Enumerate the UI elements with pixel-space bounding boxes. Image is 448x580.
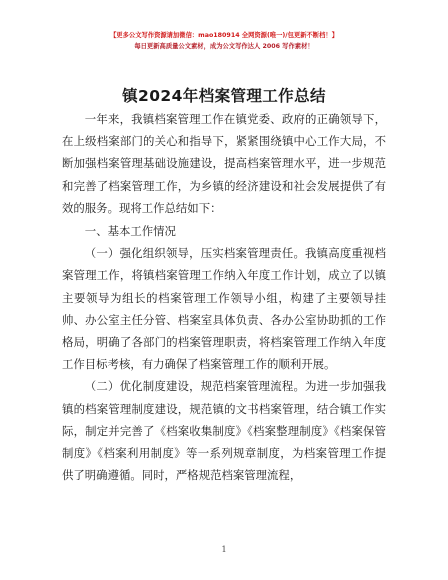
promo-line-1: 【更多公文写作资源请加微信：mao180914 全网资源(唯一)/包更新不断档！】 <box>110 32 338 39</box>
promo-line-2: 每日更新高质量公文素材，成为公文写作达人 2006 写作素材！ <box>134 43 314 50</box>
section-heading: 一、基本工作情况 <box>84 224 176 239</box>
promo-banner <box>0 30 448 52</box>
document-body <box>62 108 386 486</box>
paragraph-system: （二）优化制度建设，规范档案管理流程。为进一步加强我镇的档案管理制度建设，规范镇的文书档案管理，结合镇工作实际，制定并完善了《档案收集制度》《档案整理制度》《档案保管制度》《档案利用制度》等一系列规章制度，为档案管理工作提供了明确遵循。同时，严格规范档案管理流程， <box>62 379 386 483</box>
intro-paragraph: 一年来，我镇档案管理工作在镇党委、政府的正确领导下，在上级档案部门的关心和指导下，紧紧围绕镇中心工作大局，不断加强档案管理基础设施建设，提高档案管理水平，进一步规范和完善了档案管理工作，为乡镇的经济建设和社会发展提供了有效的服务。现将工作总结如下： <box>62 112 386 215</box>
document-title: 镇2024年档案管理工作总结 <box>122 87 326 105</box>
page-number: 1 <box>221 545 227 554</box>
paragraph-organization: （一）强化组织领导，压实档案管理责任。我镇高度重视档案管理工作，将镇档案管理工作纳入年度工作计划，成立了以镇主要领导为组长的档案管理工作领导小组，构建了主要领导挂帅、办公室主任分管、档案室具体负责、各办公室协助抓的工作格局，明确了各部门的档案管理职责，将档案管理工作纳入年度工作目标考核，有力确保了档案管理工作的顺利开展。 <box>62 246 386 372</box>
